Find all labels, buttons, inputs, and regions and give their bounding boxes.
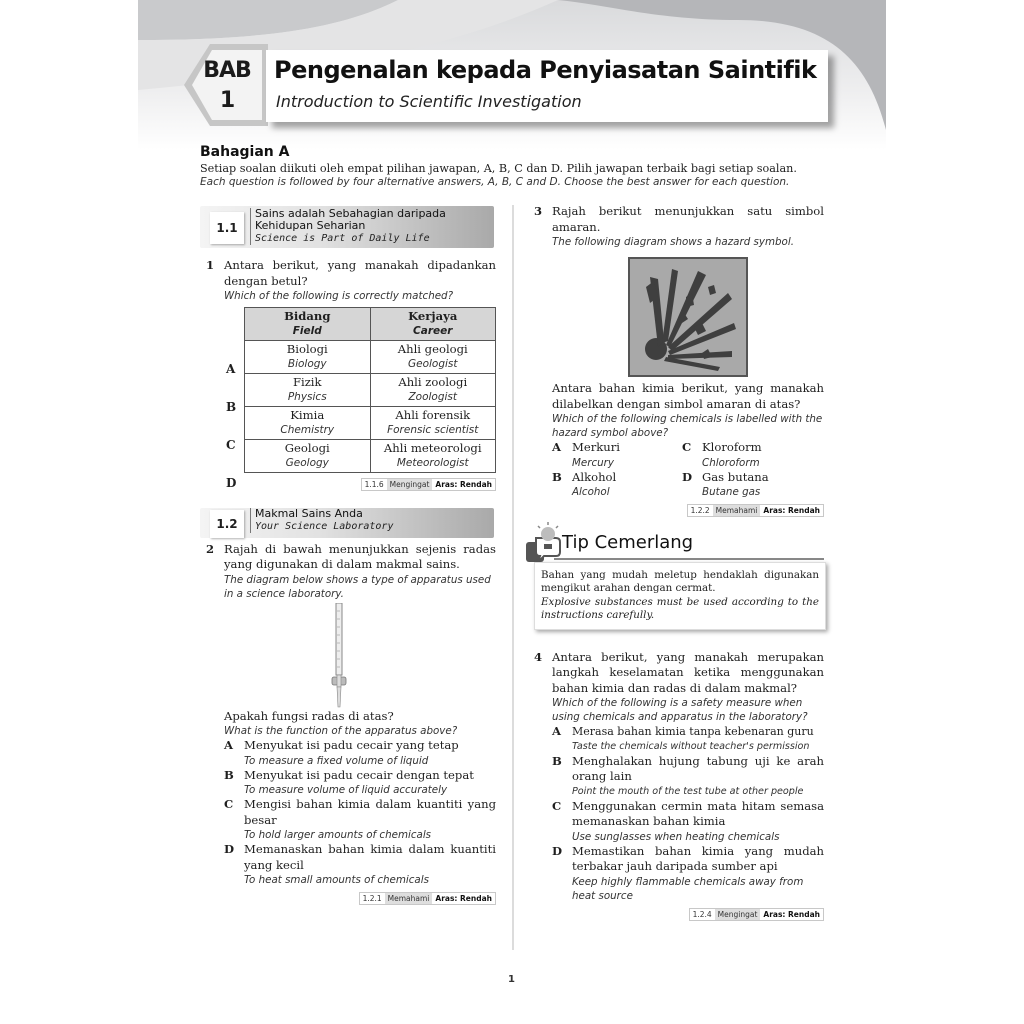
option-label: A (552, 440, 561, 454)
tag-level: Aras: Rendah (432, 893, 495, 904)
option-label: B (552, 753, 562, 768)
question-text-en: The following diagram shows a hazard symbol. (552, 236, 794, 248)
tag-skill: Mengingat (715, 909, 761, 920)
answer-options (224, 738, 496, 887)
column-header: Bidang (284, 309, 331, 323)
cell-field: Biologi (286, 342, 328, 356)
subtopic-1-1 (200, 204, 496, 250)
question-3 (528, 204, 824, 518)
option-c[interactable] (552, 799, 824, 844)
cell-career: Ahli meteorologi (383, 441, 482, 455)
column-header: Kerjaya (408, 309, 458, 323)
tip-title: Tip Cemerlang (562, 531, 694, 553)
table-row (245, 341, 496, 374)
question-number: 1 (206, 258, 215, 272)
option-text: Menyukat isi padu cecair yang tetap (244, 738, 459, 752)
cell-field-en: Geology (285, 457, 329, 469)
option-text-en: To heat small amounts of chemicals (244, 874, 429, 886)
subtopic-number: 1.1 (210, 212, 244, 244)
option-label: D (552, 843, 563, 858)
tag-skill: Mengingat (387, 479, 433, 490)
tag-code: 1.2.1 (360, 893, 385, 904)
chapter-subtitle: Introduction to Scientific Investigation (276, 92, 582, 111)
option-text: Memastikan bahan kimia yang mudah terbakar jauh daripada sumber api (572, 843, 824, 873)
cell-field: Kimia (290, 408, 325, 422)
question-text-ms: Rajah berikut menunjukkan satu simbol amaran. (552, 204, 824, 234)
option-d[interactable] (552, 844, 824, 903)
tip-text-ms: Bahan yang mudah meletup hendaklah digunakan mengikut arahan dengan cermat. (541, 568, 819, 595)
option-text-en: Point the mouth of the test tube at other people (572, 785, 804, 797)
left-column (200, 204, 496, 906)
question-text-ms: Rajah di bawah menunjukkan sejenis radas yang digunakan di dalam makmal sains. (224, 541, 496, 571)
chapter-number-badge (182, 42, 270, 128)
option-text: Memanaskan bahan kimia dalam kuantiti yang kecil (244, 842, 496, 872)
cell-field: Fizik (292, 375, 322, 389)
cell-career-en: Forensic scientist (387, 424, 479, 436)
option-c[interactable] (224, 797, 496, 842)
option-text-en: Taste the chemicals without teacher's permission (572, 740, 810, 752)
option-label: D (224, 842, 235, 856)
question-tag (689, 908, 824, 921)
option-label: C (552, 798, 562, 813)
tip-box (528, 522, 824, 642)
option-text: Merasa bahan kimia tanpa kebenaran guru (572, 725, 814, 738)
chapter-title: Pengenalan kepada Penyiasatan Saintifik (274, 56, 817, 84)
chapter-title-box (266, 50, 828, 122)
subtopic-title-en: Your Science Laboratory (255, 520, 394, 532)
sub-question-en: Which of the following chemicals is labelled with the hazard symbol above? (552, 413, 823, 439)
instruction-ms: Setiap soalan diikuti oleh empat pilihan jawapan, A, B, C dan D. Pilih jawapan terbaik bagi setiap soalan. (200, 162, 797, 175)
option-b[interactable] (552, 754, 824, 799)
option-text-en: Chloroform (702, 456, 760, 469)
subtopic-number: 1.2 (210, 510, 244, 538)
question-number: 4 (534, 649, 543, 664)
option-text-en: Butane gas (702, 486, 761, 498)
option-text-en: Keep highly flammable chemicals away from heat source (572, 875, 804, 902)
question-text-ms: Antara berikut, yang manakah dipadankan dengan betul? (224, 258, 496, 288)
question-number: 3 (534, 204, 543, 218)
tag-code: 1.2.4 (690, 909, 715, 920)
option-text: Menghalakan hujung tabung uji ke arah orang lain (572, 753, 824, 783)
table-row (245, 440, 496, 473)
explosive-hazard-icon (628, 257, 748, 377)
instruction-en: Each question is followed by four alternative answers, A, B, C and D. Choose the best answer for each question. (200, 176, 790, 188)
table-row (245, 407, 496, 440)
cell-career-en: Meteorologist (396, 457, 469, 469)
cell-field: Geologi (284, 441, 330, 455)
option-text: Merkuri (572, 440, 621, 454)
section-heading: Bahagian A (200, 144, 290, 160)
row-label: B (226, 400, 237, 414)
question-number: 2 (206, 541, 215, 556)
answer-options (552, 440, 824, 499)
question-2 (200, 542, 496, 906)
tag-level: Aras: Rendah (432, 479, 495, 490)
option-label: A (552, 724, 561, 738)
question-1 (200, 258, 496, 492)
question-tag (687, 504, 824, 517)
option-b[interactable] (224, 768, 496, 798)
subtopic-1-2 (200, 506, 496, 540)
option-label: D (682, 469, 693, 484)
tag-code: 1.2.2 (688, 505, 713, 516)
row-label: A (226, 362, 236, 376)
table-header-row (245, 308, 496, 341)
tag-skill: Memahami (713, 505, 761, 516)
tag-skill: Memahami (385, 893, 433, 904)
subtopic-title-en: Science is Part of Daily Life (255, 233, 430, 244)
burette-icon (324, 603, 354, 709)
burette-figure (200, 601, 496, 709)
question-text-en: The diagram below shows a type of apparatus used in a science laboratory. (224, 573, 491, 600)
sub-question-en: What is the function of the apparatus above? (224, 725, 458, 737)
column-header-en: Career (413, 325, 453, 337)
tag-code: 1.1.6 (362, 479, 387, 490)
cell-career: Ahli zoologi (398, 375, 468, 389)
option-text-en: Mercury (572, 456, 614, 469)
tag-level: Aras: Rendah (760, 505, 823, 516)
column-divider (512, 205, 514, 950)
row-label: D (226, 476, 237, 490)
sub-question-ms: Antara bahan kimia berikut, yang manakah dilabelkan dengan simbol amaran di atas? (552, 381, 824, 411)
option-text-en: To hold larger amounts of chemicals (244, 829, 432, 841)
tag-level: Aras: Rendah (760, 909, 823, 920)
question-text-en: Which of the following is correctly matched? (224, 290, 454, 302)
option-label: B (552, 469, 562, 484)
cell-career: Ahli forensik (395, 408, 471, 422)
page-number: 1 (508, 974, 515, 985)
option-c[interactable] (682, 440, 822, 470)
option-label: B (224, 767, 234, 782)
option-text: Alkohol (572, 469, 617, 484)
cell-career-en: Zoologist (408, 391, 458, 403)
option-label: C (682, 440, 692, 454)
tip-content (534, 562, 826, 630)
option-label: C (224, 797, 234, 811)
workbook-page (138, 0, 886, 1024)
tip-text-en: Explosive substances must be used according to the instructions carefully. (541, 595, 819, 622)
option-a[interactable] (552, 440, 682, 470)
cell-career: Ahli geologi (397, 342, 468, 356)
option-text: Menyukat isi padu cecair dengan tepat (244, 767, 474, 782)
table-row (245, 374, 496, 407)
subtopic-title: Makmal Sains Anda (255, 506, 363, 520)
option-text: Menggunakan cermin mata hitam semasa memanaskan bahan kimia (572, 798, 824, 828)
option-b[interactable] (552, 470, 682, 500)
option-text: Mengisi bahan kimia dalam kuantiti yang besar (244, 797, 496, 827)
cell-field-en: Physics (287, 391, 327, 403)
option-text: Kloroform (702, 440, 762, 454)
option-label: A (224, 738, 233, 752)
question-tag (359, 892, 496, 905)
option-text-en: Alcohol (572, 486, 610, 498)
cell-field-en: Chemistry (280, 424, 335, 436)
option-d[interactable] (682, 470, 822, 500)
option-text-en: To measure a fixed volume of liquid (244, 754, 429, 767)
question-tag (361, 478, 496, 491)
row-label: C (226, 438, 236, 452)
cell-career-en: Geologist (407, 358, 458, 370)
sub-question-ms: Apakah fungsi radas di atas? (224, 708, 394, 723)
answer-options (552, 724, 824, 903)
option-d[interactable] (224, 842, 496, 887)
right-column (528, 204, 824, 921)
option-text-en: Use sunglasses when heating chemicals (572, 830, 780, 843)
column-header-en: Field (292, 325, 322, 337)
matching-table (244, 307, 496, 473)
option-a[interactable] (224, 738, 496, 768)
option-text: Gas butana (702, 469, 769, 484)
question-text-en: Which of the following is a safety measure when using chemicals and apparatus in the laboratory? (552, 697, 808, 723)
option-text-en: To measure volume of liquid accurately (244, 784, 448, 796)
question-4 (528, 650, 824, 922)
chapter-label: BAB (203, 58, 251, 83)
cell-field-en: Biology (287, 358, 327, 370)
subtopic-title: Sains adalah Sebahagian daripada (255, 207, 446, 220)
question-text-ms: Antara berikut, yang manakah merupakan langkah keselamatan ketika menggunakan bahan kimia dan radas di dalam makmal? (552, 649, 824, 695)
chapter-number: 1 (219, 88, 235, 113)
subtopic-title-line2: Kehidupan Seharian (255, 219, 366, 232)
option-a[interactable] (552, 724, 824, 754)
section-instructions (200, 144, 840, 189)
